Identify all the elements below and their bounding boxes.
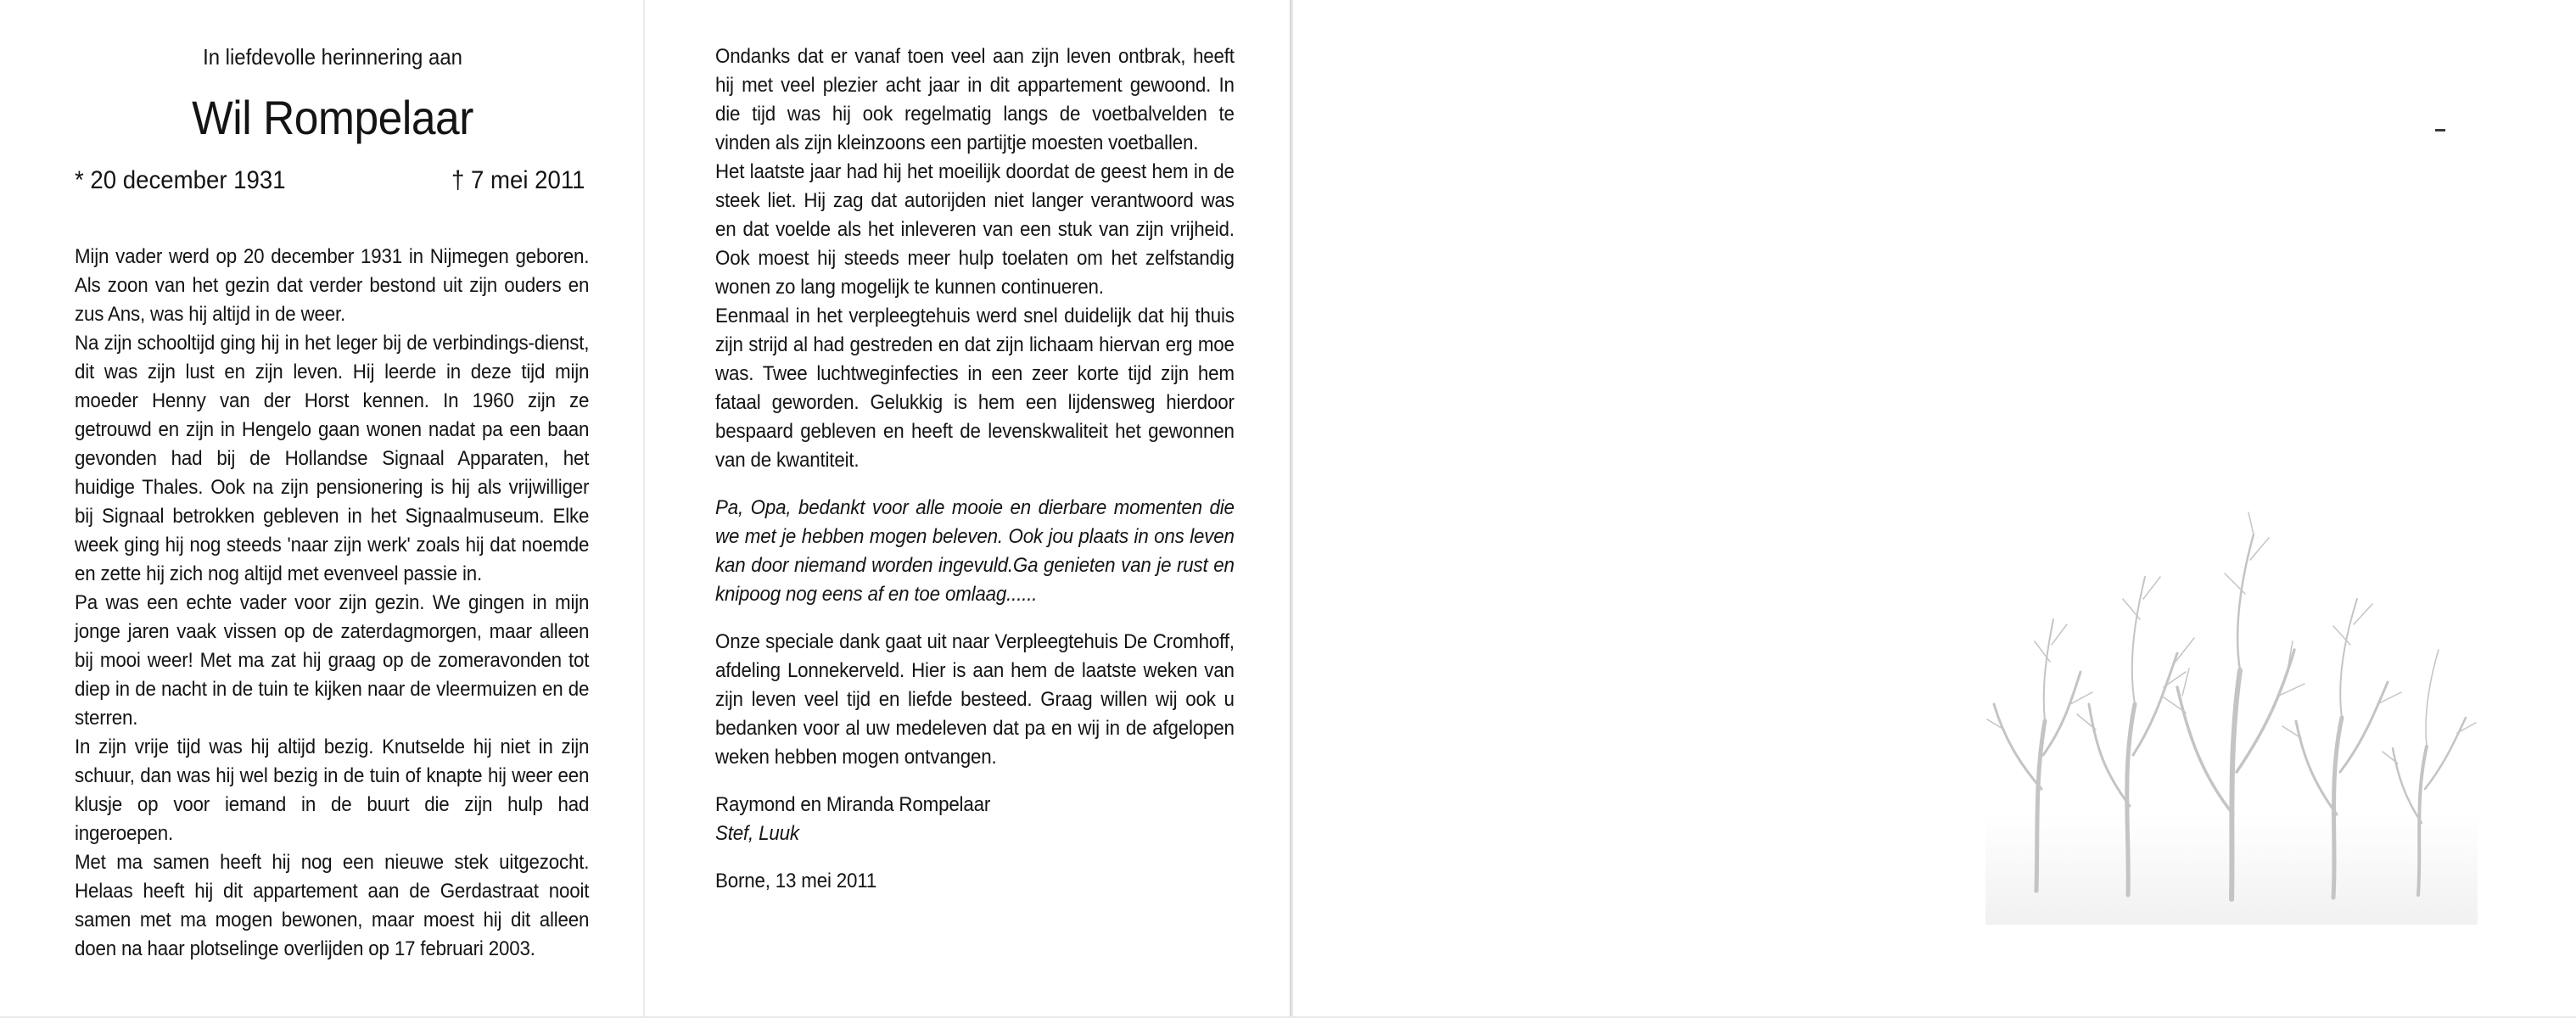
signature-names: Raymond en Miranda Rompelaar bbox=[715, 793, 991, 816]
biography-paragraph: Ondanks dat er vanaf toen veel aan zijn leven ontbrak, heeft hij met veel plezier acht jaar in dit appartement gewoond. In die tijd was hij ook regelmatig langs de voetbalvelden te vinden als zijn kleinzoons een partijtje moesten voetballen. bbox=[715, 45, 1235, 154]
biography-paragraph: Het laatste jaar had hij het moeilijk doordat de geest hem in de steek liet. Hij zag dat autorijden niet langer verantwoord was en dat voelde als het inleveren van een stuk van zijn vrijheid. Ook moest hij steeds meer hulp toelaten om het zelfstandig wonen zo lang mogelijk te kunnen continueren. bbox=[715, 160, 1235, 299]
birth-date: * 20 december 1931 bbox=[75, 166, 286, 194]
biography-column bbox=[75, 243, 589, 964]
print-mark bbox=[2435, 129, 2445, 131]
signature-children: Stef, Luuk bbox=[715, 822, 799, 845]
winter-trees-illustration-icon bbox=[1985, 450, 2478, 925]
deceased-name: Wil Rompelaar bbox=[192, 91, 473, 144]
paragraph-spacer bbox=[715, 609, 1235, 628]
death-date: † 7 mei 2011 bbox=[451, 166, 585, 194]
biography-paragraph: Mijn vader werd op 20 december 1931 in Nijmegen geboren. Als zoon van het gezin dat verder bestond uit zijn ouders en zus Ans, was hij altijd in de weer. bbox=[75, 245, 590, 326]
paragraph-spacer bbox=[715, 848, 1235, 867]
farewell-message: Pa, Opa, bedankt voor alle mooie en dierbare momenten die we met je hebben mogen beleven. Ook jou plaats in ons leven kan door niemand worden ingevuld.Ga genieten van je rust en knipoog nog eens af en toe omlaag...... bbox=[715, 496, 1235, 606]
biography-paragraph: Met ma samen heeft hij nog een nieuwe stek uitgezocht. Helaas heeft hij dit appartement aan de Gerdastraat nooit samen met ma mogen bewonen, maar moest hij dit alleen doen na haar plotselinge overlijden op 17 februari 2003. bbox=[75, 851, 590, 960]
biography-paragraph: In zijn vrije tijd was hij altijd bezig. Knutselde hij niet in zijn schuur, dan was hij wel bezig in de tuin of knapte hij weer een klusje op voor iemand in de buurt die zijn hulp had ingeroepen. bbox=[75, 736, 590, 845]
place-and-date: Borne, 13 mei 2011 bbox=[715, 870, 877, 892]
biography-paragraph: Na zijn schooltijd ging hij in het leger bij de verbindings-dienst, dit was zijn lust en zijn leven. Hij leerde in deze tijd mijn moeder Henny van der Horst kennen. In 1960 zijn ze getrouwd en zijn in Hengelo gaan wonen nadat pa een baan gevonden had bij de Hollandse Signaal Apparaten, het huidige Thales. Ook na zijn pensionering is hij als vrijwilliger bij Signaal betrokken gebleven in het Signaalmuseum. Elke week ging hij nog steeds 'naar zijn werk' zoals hij dat noemde en zette hij zich nog altijd met evenveel passie in. bbox=[75, 332, 590, 585]
biography-paragraph: Eenmaal in het verpleegtehuis werd snel duidelijk dat hij thuis zijn strijd al had gestreden en dat zijn lichaam hiervan erg moe was. Twee luchtweginfecties in een zeer korte tijd zijn hem fataal geworden. Gelukkig is hem een lijdensweg hierdoor bespaard gebleven en heeft de levenskwaliteit het gewonnen van de kwantiteit. bbox=[715, 305, 1235, 472]
remembrance-intro: In liefdevolle herinnering aan bbox=[203, 44, 462, 70]
paragraph-spacer bbox=[715, 475, 1235, 494]
paragraph-spacer bbox=[715, 772, 1235, 791]
continuation-column bbox=[715, 42, 1235, 896]
thanks-paragraph: Onze speciale dank gaat uit naar Verpleegtehuis De Cromhoff, afdeling Lonnekerveld. Hier is aan hem de laatste weken van zijn leven veel tijd en liefde besteed. Graag willen wij ook u bedanken voor al uw medeleven dat pa en wij in de afgelopen weken hebben mogen ontvangen. bbox=[715, 630, 1235, 769]
biography-paragraph: Pa was een echte vader voor zijn gezin. We gingen in mijn jonge jaren vaak vissen op de zaterdagmorgen, maar alleen bij mooi weer! Met ma zat hij graag op de zomeravonden tot diep in de nacht in de tuin te kijken naar de vleermuizen en de sterren. bbox=[75, 591, 590, 730]
center-fold-line bbox=[643, 0, 645, 1016]
